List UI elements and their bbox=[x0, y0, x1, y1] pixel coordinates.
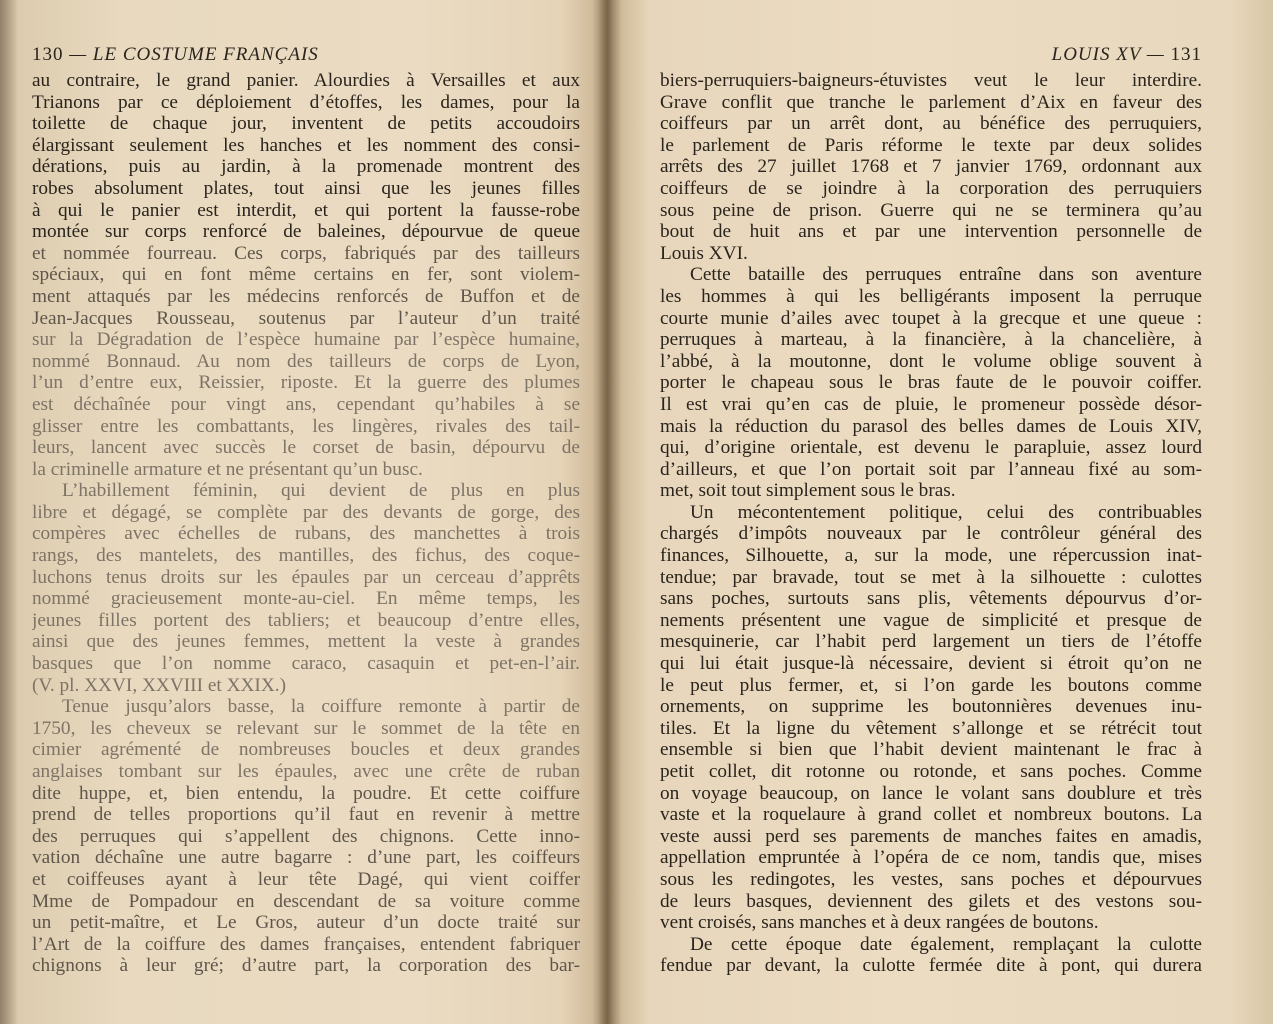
text-line: mesquinerie, car l’habit perd largement un tiers de l’étoffe bbox=[660, 631, 1202, 653]
text-line: biers-perruquiers-baigneurs-étuvistes veut le leur interdire. bbox=[660, 70, 1202, 91]
text-line: le peut plus fermer, et, si l’on garde les boutons comme bbox=[660, 674, 1202, 696]
text-line: compères avec échelles de rubans, des manchettes à trois bbox=[32, 523, 580, 545]
text-line: l’Art de la coiffure des dames françaises, entendent fabriquer bbox=[32, 933, 580, 955]
text-line: glisser entre les combattants, les lingères, rivales des tail- bbox=[32, 415, 580, 437]
text-line: dite huppe, et, bien entendu, la poudre. Et cette coiffure bbox=[32, 782, 580, 804]
left-page bbox=[32, 40, 580, 977]
text-line: mais la réduction du parasol des belles dames de Louis XIV, bbox=[660, 415, 1202, 437]
text-line: perruques à marteau, à la financière, à la chancelière, à bbox=[660, 329, 1202, 351]
text-line: chignons à leur gré; d’autre part, la corporation des bar- bbox=[32, 955, 580, 977]
text-line: sur la Dégradation de l’espèce humaine par l’espèce humaine, bbox=[32, 329, 580, 351]
text-line: nommé Bonnaud. Au nom des tailleurs de corps de Lyon, bbox=[32, 350, 580, 372]
right-page-text bbox=[660, 70, 1202, 977]
text-line: De cette époque date également, remplaçant la culotte bbox=[690, 933, 1202, 955]
text-line: finances, Silhouette, a, sur la mode, une répercussion inat- bbox=[660, 545, 1202, 567]
text-line: à qui le panier est interdit, et qui portent la fausse-robe bbox=[32, 199, 580, 221]
text-line: Trianons par ce déploiement d’étoffes, les dames, pour la bbox=[32, 91, 580, 113]
text-line: sans poches, surtouts sans plis, vêtements dépourvus d’or- bbox=[660, 588, 1202, 610]
text-line: appellation empruntée à l’opéra de ce nom, tandis que, mises bbox=[660, 847, 1202, 869]
right-header-title: LOUIS XV — bbox=[1051, 44, 1165, 65]
text-line: basques que l’on nomme caraco, casaquin et pet-en-l’air. bbox=[32, 653, 580, 675]
text-line: de leurs basques, deviennent des gilets et des vestons sou- bbox=[660, 890, 1202, 912]
text-line: arrêts des 27 juillet 1768 et 7 janvier 1769, ordonnant aux bbox=[660, 156, 1202, 178]
text-line: 1750, les cheveux se relevant sur le sommet de la tête en bbox=[32, 717, 580, 739]
book-gutter bbox=[592, 0, 622, 1024]
text-line: vaste et la roquelaure à grand collet et nombreux boutons. La bbox=[660, 804, 1202, 826]
text-line: spéciaux, qui en font même certains en fer, sont violem- bbox=[32, 264, 580, 286]
text-line: nements présentent une vague de simplicité et presque de bbox=[660, 609, 1202, 631]
text-line: nommé gracieusement monte-au-ciel. En même temps, les bbox=[32, 588, 580, 610]
text-line: chargés d’impôts nouveaux par le contrôleur général des bbox=[660, 523, 1202, 545]
text-line: L’habillement féminin, qui devient de plus en plus bbox=[62, 480, 580, 502]
text-line: toilette de chaque jour, inventent de petits accoudoirs bbox=[32, 113, 580, 135]
text-line: robes absolument plates, tout ainsi que les jeunes filles bbox=[32, 177, 580, 199]
text-line: jeunes filles portent des tabliers; et beaucoup d’entre elles, bbox=[32, 609, 580, 631]
text-line: dérations, puis au jardin, à la promenade montrent des bbox=[32, 156, 580, 178]
text-line: met, soit tout simplement sous le bras. bbox=[660, 480, 956, 502]
text-line: et nommée fourreau. Ces corps, fabriqués par des tailleurs bbox=[32, 242, 580, 264]
page-edge-shadow bbox=[0, 0, 18, 1024]
text-line: sous peine de prison. Guerre qui ne se terminera qu’au bbox=[660, 199, 1202, 221]
text-line: montée sur corps renforcé de baleines, dépourvue de queue bbox=[32, 221, 580, 243]
text-line: et coiffeuses ayant à leur tête Dagé, qui vient coiffer bbox=[32, 868, 580, 890]
text-line: leurs, lancent avec succès le corset de basin, dépourvu de bbox=[32, 437, 580, 459]
text-line: vent croisés, sans manches et à deux rangées de boutons. bbox=[660, 912, 1099, 934]
text-line: Grave conflit que tranche le parlement d’Aix en faveur des bbox=[660, 91, 1202, 113]
text-line: ment attaqués par les médecins renforcés de Buffon et de bbox=[32, 285, 580, 307]
text-line: qui, d’origine orientale, est devenu le parapluie, assez lourd bbox=[660, 437, 1202, 459]
text-line: Louis XVI. bbox=[660, 242, 748, 264]
text-line: Jean-Jacques Rousseau, soutenus par l’auteur d’un traité bbox=[32, 307, 580, 329]
text-line: tendue; par bravade, tout se met à la silhouette : culottes bbox=[660, 566, 1202, 588]
text-line: ensemble si bien que l’habit devient maintenant le frac à bbox=[660, 739, 1202, 761]
left-header-title: — LE COSTUME FRANÇAIS bbox=[69, 44, 319, 65]
right-running-head bbox=[660, 40, 1202, 70]
text-line: prend de telles proportions qu’il faut en revenir à mettre bbox=[32, 804, 580, 826]
text-line: veste aussi perd ses parements de manches faites en amadis, bbox=[660, 825, 1202, 847]
text-line: est déchaînée pour vingt ans, cependant qu’habiles à se bbox=[32, 393, 580, 415]
text-line: luchons tenus droits sur les épaules par un cerceau d’apprêts bbox=[32, 566, 580, 588]
text-line: Un mécontentement politique, celui des contribuables bbox=[690, 501, 1202, 523]
text-line: tiles. Et la ligne du vêtement s’allonge et se rétrécit tout bbox=[660, 717, 1202, 739]
text-line: ornements, on supprime les boutonnières devenues inu- bbox=[660, 696, 1202, 718]
text-line: (V. pl. XXVI, XXVIII et XXIX.) bbox=[32, 674, 286, 696]
left-page-number: 130 bbox=[32, 44, 64, 65]
text-line: l’un d’entre eux, Reissier, riposte. Et la guerre des plumes bbox=[32, 372, 580, 394]
text-line: vation déchaîne une autre bagarre : d’une part, les coiffeurs bbox=[32, 847, 580, 869]
text-line: ainsi que des jeunes femmes, mettent la veste à grandes bbox=[32, 631, 580, 653]
right-page bbox=[660, 40, 1202, 977]
text-line: qui lui était jusque-là nécessaire, devient si étroit qu’on ne bbox=[660, 653, 1202, 675]
text-line: Mme de Pompadour en descendant de sa voiture comme bbox=[32, 890, 580, 912]
text-line: d’ailleurs, et que l’on portait soit par l’anneau fixé au som- bbox=[660, 458, 1202, 480]
text-line: fendue par devant, la culotte fermée dite à pont, qui durera bbox=[660, 955, 1202, 977]
text-line: Tenue jusqu’alors basse, la coiffure remonte à partir de bbox=[62, 696, 580, 718]
text-line: coiffeurs de se joindre à la corporation des perruquiers bbox=[660, 177, 1202, 199]
text-line: libre et dégagé, se complète par des devants de gorge, des bbox=[32, 501, 580, 523]
text-line: bout de huit ans et par une intervention personnelle de bbox=[660, 221, 1202, 243]
text-line: porter le chapeau sous le bras faute de le pouvoir coiffer. bbox=[660, 372, 1202, 394]
right-page-number: 131 bbox=[1170, 44, 1202, 65]
text-line: l’abbé, à la moutonne, dont le volume oblige souvent à bbox=[660, 350, 1202, 372]
text-line: petit collet, dit rotonne ou rotonde, et sans poches. Comme bbox=[660, 761, 1202, 782]
text-line: Cette bataille des perruques entraîne dans son aventure bbox=[690, 264, 1202, 286]
text-line: les hommes à qui les belligérants imposent la perruque bbox=[660, 285, 1202, 307]
text-line: on voyage beaucoup, on lance le volant sans doublure et très bbox=[660, 782, 1202, 804]
text-line: Il est vrai qu’en cas de pluie, le promeneur possède désor- bbox=[660, 393, 1202, 415]
left-page-text bbox=[32, 70, 580, 977]
text-line: le parlement de Paris réforme le texte par deux solides bbox=[660, 134, 1202, 156]
text-line: cimier agrémenté de nombreuses boucles et deux grandes bbox=[32, 739, 580, 761]
text-line: sous les redingotes, les vestes, sans poches et dépourvues bbox=[660, 868, 1202, 890]
text-line: au contraire, le grand panier. Alourdies à Versailles et aux bbox=[32, 70, 580, 91]
text-line: rangs, des mantelets, des mantilles, des fichus, des coque- bbox=[32, 545, 580, 567]
text-line: courte munie d’ailes avec toupet à la grecque et une queue : bbox=[660, 307, 1202, 329]
text-line: coiffeurs par un arrêt dont, au bénéfice des perruquiers, bbox=[660, 113, 1202, 135]
text-line: anglaises tombant sur les épaules, avec une crête de ruban bbox=[32, 761, 580, 782]
text-line: la criminelle armature et ne présentant qu’un busc. bbox=[32, 458, 423, 480]
text-line: élargissant seulement les hanches et les nomment des consi- bbox=[32, 134, 580, 156]
text-line: des perruques qui s’appellent des chignons. Cette inno- bbox=[32, 825, 580, 847]
text-line: un petit-maître, et Le Gros, auteur d’un docte traité sur bbox=[32, 912, 580, 934]
left-running-head bbox=[32, 40, 580, 70]
